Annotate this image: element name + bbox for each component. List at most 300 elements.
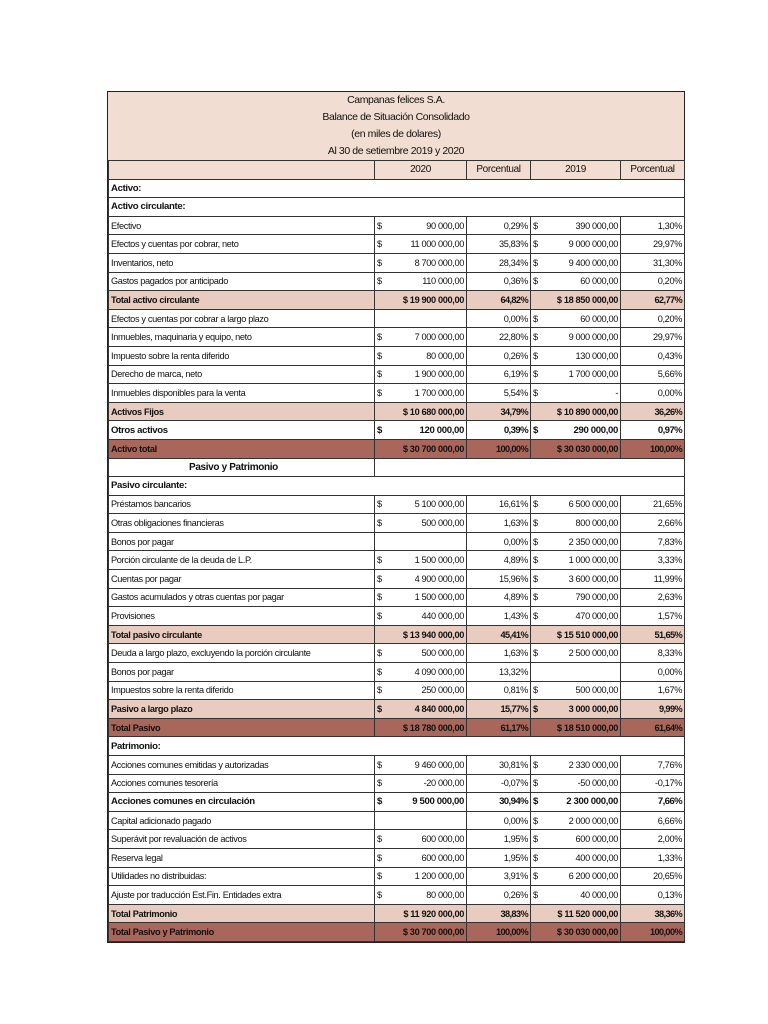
value-2020: 4 090 000,00: [385, 663, 467, 682]
currency-2019: $: [531, 551, 541, 570]
value-2019: $ 11 520 000,00: [541, 904, 621, 923]
percent-2019: 0,20%: [621, 272, 685, 291]
value-2019: 600 000,00: [541, 830, 621, 849]
table-row: [109, 700, 685, 719]
value-2019: 2 330 000,00: [541, 756, 621, 775]
row-label: Porción circulante de la deuda de L.P.: [109, 551, 375, 570]
table-row: [109, 198, 685, 217]
table-row: [109, 625, 685, 644]
currency-2020: $: [375, 514, 385, 533]
row-label: Otros activos: [109, 421, 375, 440]
table-row: [109, 291, 685, 310]
value-2019: 400 000,00: [541, 848, 621, 867]
currency-2020: $: [375, 663, 385, 682]
currency-2020: [375, 532, 385, 551]
empty-cell: [375, 179, 685, 198]
row-label: Total Pasivo y Patrimonio: [109, 923, 375, 942]
currency-2019: $: [531, 830, 541, 849]
value-2019: 60 000,00: [541, 272, 621, 291]
currency-2020: [375, 309, 385, 328]
empty-cell: [375, 198, 685, 217]
percent-2019: 62,77%: [621, 291, 685, 310]
value-2020: 1 700 000,00: [385, 384, 467, 403]
percent-2019: 1,33%: [621, 848, 685, 867]
percent-2020: 0,00%: [467, 811, 531, 830]
balance-table: [108, 160, 685, 942]
value-2019: 60 000,00: [541, 309, 621, 328]
currency-2019: [531, 291, 541, 310]
percent-2019: 0,13%: [621, 886, 685, 905]
percent-2020: 4,89%: [467, 551, 531, 570]
percent-2020: 16,61%: [467, 495, 531, 514]
percent-2019: 11,99%: [621, 570, 685, 589]
value-2019: $ 10 890 000,00: [541, 402, 621, 421]
currency-2019: $: [531, 811, 541, 830]
value-2020: $ 30 700 000,00: [385, 439, 467, 458]
percent-2020: 0,26%: [467, 346, 531, 365]
currency-2020: [375, 291, 385, 310]
currency-2019: [531, 625, 541, 644]
percent-2020: 100,00%: [467, 923, 531, 942]
currency-2020: $: [375, 867, 385, 886]
row-label: Impuesto sobre la renta diferido: [109, 346, 375, 365]
table-row: [109, 216, 685, 235]
row-label: Utilidades no distribuidas:: [109, 867, 375, 886]
percent-2020: 6,19%: [467, 365, 531, 384]
currency-2019: $: [531, 793, 541, 812]
currency-2019: $: [531, 421, 541, 440]
balance-sheet: [107, 91, 685, 943]
row-label: Gastos acumulados y otras cuentas por pagar: [109, 588, 375, 607]
currency-2019: $: [531, 756, 541, 775]
report-date: Al 30 de setiembre 2019 y 2020: [108, 143, 684, 160]
percent-2020: 0,81%: [467, 681, 531, 700]
table-row: [109, 328, 685, 347]
table-row: [109, 867, 685, 886]
table-row: [109, 774, 685, 793]
value-2019: 800 000,00: [541, 514, 621, 533]
percent-2019: 29,97%: [621, 235, 685, 254]
table-row: [109, 179, 685, 198]
percent-2019: 3,33%: [621, 551, 685, 570]
column-header-pct-2020: Porcentual: [467, 161, 531, 180]
table-row: [109, 551, 685, 570]
currency-2020: $: [375, 756, 385, 775]
table-row: [109, 886, 685, 905]
section-label: Activo:: [109, 179, 375, 198]
row-label: Gastos pagados por anticipado: [109, 272, 375, 291]
currency-2019: $: [531, 774, 541, 793]
value-2019: 9 000 000,00: [541, 235, 621, 254]
percent-2019: 100,00%: [621, 923, 685, 942]
percent-2020: 3,91%: [467, 867, 531, 886]
value-2019: 3 000 000,00: [541, 700, 621, 719]
table-row: [109, 607, 685, 626]
currency-2019: [531, 663, 541, 682]
percent-2019: 20,65%: [621, 867, 685, 886]
row-label: Acciones comunes en circulación: [109, 793, 375, 812]
currency-2019: $: [531, 495, 541, 514]
value-2020: 9 460 000,00: [385, 756, 467, 775]
column-header-2019: 2019: [531, 161, 621, 180]
value-2019: 2 000 000,00: [541, 811, 621, 830]
value-2020: $ 18 780 000,00: [385, 718, 467, 737]
percent-2019: 0,00%: [621, 384, 685, 403]
currency-2019: $: [531, 570, 541, 589]
table-row: [109, 421, 685, 440]
percent-2019: 38,36%: [621, 904, 685, 923]
currency-2020: $: [375, 607, 385, 626]
currency-2019: $: [531, 384, 541, 403]
value-2019: 3 600 000,00: [541, 570, 621, 589]
percent-2019: 5,66%: [621, 365, 685, 384]
currency-2019: [531, 439, 541, 458]
currency-2019: $: [531, 365, 541, 384]
currency-2019: [531, 904, 541, 923]
section-label: Pasivo y Patrimonio: [109, 458, 375, 477]
value-2019: 470 000,00: [541, 607, 621, 626]
percent-2019: 100,00%: [621, 439, 685, 458]
value-2019: 9 000 000,00: [541, 328, 621, 347]
value-2020: 80 000,00: [385, 346, 467, 365]
value-2020: 500 000,00: [385, 514, 467, 533]
currency-2020: $: [375, 681, 385, 700]
percent-2019: 21,65%: [621, 495, 685, 514]
percent-2019: 6,66%: [621, 811, 685, 830]
value-2019: $ 15 510 000,00: [541, 625, 621, 644]
currency-2020: [375, 923, 385, 942]
table-row: [109, 737, 685, 756]
value-2019: 6 500 000,00: [541, 495, 621, 514]
percent-2019: 61,64%: [621, 718, 685, 737]
percent-2020: 34,79%: [467, 402, 531, 421]
value-2020: [385, 811, 467, 830]
percent-2020: 4,89%: [467, 588, 531, 607]
row-label: Capital adicionado pagado: [109, 811, 375, 830]
empty-cell: [375, 737, 685, 756]
currency-2019: $: [531, 607, 541, 626]
percent-2020: 38,83%: [467, 904, 531, 923]
value-2020: 250 000,00: [385, 681, 467, 700]
value-2020: 4 840 000,00: [385, 700, 467, 719]
percent-2020: 0,29%: [467, 216, 531, 235]
row-label: Bonos por pagar: [109, 532, 375, 551]
table-row: [109, 253, 685, 272]
table-row: [109, 346, 685, 365]
section-label: Activo circulante:: [109, 198, 375, 217]
currency-2019: $: [531, 235, 541, 254]
percent-2020: 64,82%: [467, 291, 531, 310]
table-row: [109, 384, 685, 403]
value-2019: -: [541, 384, 621, 403]
currency-2019: $: [531, 514, 541, 533]
value-2020: $ 10 680 000,00: [385, 402, 467, 421]
currency-2020: $: [375, 644, 385, 663]
currency-2020: $: [375, 848, 385, 867]
value-2020: $ 11 920 000,00: [385, 904, 467, 923]
column-header-row: [109, 161, 685, 180]
row-label: Inmuebles disponibles para la venta: [109, 384, 375, 403]
row-label: Cuentas por pagar: [109, 570, 375, 589]
percent-2019: 1,57%: [621, 607, 685, 626]
value-2019: $ 30 030 000,00: [541, 439, 621, 458]
currency-2019: $: [531, 681, 541, 700]
currency-2020: $: [375, 495, 385, 514]
table-row: [109, 570, 685, 589]
currency-2019: $: [531, 253, 541, 272]
empty-cell: [375, 477, 685, 496]
value-2020: 1 500 000,00: [385, 588, 467, 607]
row-label: Inventarios, neto: [109, 253, 375, 272]
percent-2019: 7,66%: [621, 793, 685, 812]
table-row: [109, 756, 685, 775]
table-row: [109, 923, 685, 942]
report-title: Balance de Situación Consolidado: [108, 109, 684, 126]
row-label: Deuda a largo plazo, excluyendo la porción circulante: [109, 644, 375, 663]
percent-2019: 7,76%: [621, 756, 685, 775]
table-row: [109, 514, 685, 533]
table-row: [109, 681, 685, 700]
currency-2020: $: [375, 830, 385, 849]
table-row: [109, 458, 685, 477]
value-2020: 5 100 000,00: [385, 495, 467, 514]
currency-2020: $: [375, 253, 385, 272]
percent-2020: 0,00%: [467, 309, 531, 328]
table-row: [109, 793, 685, 812]
percent-2020: 5,54%: [467, 384, 531, 403]
currency-2020: $: [375, 886, 385, 905]
table-row: [109, 663, 685, 682]
currency-2020: [375, 402, 385, 421]
row-label: Total pasivo circulante: [109, 625, 375, 644]
table-row: [109, 532, 685, 551]
table-row: [109, 588, 685, 607]
percent-2020: 30,94%: [467, 793, 531, 812]
percent-2020: 22,80%: [467, 328, 531, 347]
percent-2019: 31,30%: [621, 253, 685, 272]
currency-2019: $: [531, 216, 541, 235]
row-label: Pasivo a largo plazo: [109, 700, 375, 719]
percent-2020: 30,81%: [467, 756, 531, 775]
currency-2020: $: [375, 421, 385, 440]
value-2019: 2 300 000,00: [541, 793, 621, 812]
currency-2020: $: [375, 700, 385, 719]
percent-2019: 29,97%: [621, 328, 685, 347]
value-2019: $ 18 510 000,00: [541, 718, 621, 737]
currency-2020: [375, 439, 385, 458]
percent-2019: 9,99%: [621, 700, 685, 719]
percent-2019: 36,26%: [621, 402, 685, 421]
currency-2019: [531, 923, 541, 942]
table-row: [109, 309, 685, 328]
percent-2020: -0,07%: [467, 774, 531, 793]
table-row: [109, 235, 685, 254]
value-2020: 110 000,00: [385, 272, 467, 291]
currency-2019: $: [531, 272, 541, 291]
value-2020: 80 000,00: [385, 886, 467, 905]
value-2020: $ 19 900 000,00: [385, 291, 467, 310]
value-2019: $ 30 030 000,00: [541, 923, 621, 942]
row-label: Superávit por revaluación de activos: [109, 830, 375, 849]
table-row: [109, 848, 685, 867]
currency-2020: [375, 811, 385, 830]
value-2020: 440 000,00: [385, 607, 467, 626]
row-label: Bonos por pagar: [109, 663, 375, 682]
row-label: Otras obligaciones financieras: [109, 514, 375, 533]
value-2020: 120 000,00: [385, 421, 467, 440]
percent-2020: 1,95%: [467, 848, 531, 867]
percent-2020: 1,95%: [467, 830, 531, 849]
currency-2020: [375, 625, 385, 644]
percent-2020: 0,39%: [467, 421, 531, 440]
value-2020: 4 900 000,00: [385, 570, 467, 589]
percent-2020: 15,77%: [467, 700, 531, 719]
company-name: Campanas felices S.A.: [108, 92, 684, 109]
percent-2019: 2,00%: [621, 830, 685, 849]
table-row: [109, 439, 685, 458]
currency-2019: $: [531, 848, 541, 867]
column-header-pct-2019: Porcentual: [621, 161, 685, 180]
currency-2019: $: [531, 309, 541, 328]
empty-cell: [375, 458, 685, 477]
section-label: Pasivo circulante:: [109, 477, 375, 496]
currency-2019: $: [531, 346, 541, 365]
percent-2019: 2,66%: [621, 514, 685, 533]
value-2019: 1 700 000,00: [541, 365, 621, 384]
value-2020: [385, 532, 467, 551]
value-2020: 9 500 000,00: [385, 793, 467, 812]
percent-2020: 1,43%: [467, 607, 531, 626]
percent-2020: 61,17%: [467, 718, 531, 737]
currency-2019: $: [531, 532, 541, 551]
percent-2019: 0,20%: [621, 309, 685, 328]
percent-2020: 13,32%: [467, 663, 531, 682]
row-label: Impuestos sobre la renta diferido: [109, 681, 375, 700]
value-2020: 600 000,00: [385, 848, 467, 867]
report-units: (en miles de dolares): [108, 126, 684, 143]
value-2019: 390 000,00: [541, 216, 621, 235]
table-row: [109, 644, 685, 663]
currency-2020: $: [375, 235, 385, 254]
percent-2020: 15,96%: [467, 570, 531, 589]
table-row: [109, 811, 685, 830]
row-label: Total activo circulante: [109, 291, 375, 310]
table-row: [109, 904, 685, 923]
currency-2020: $: [375, 365, 385, 384]
currency-2019: $: [531, 886, 541, 905]
column-header-label: [109, 161, 375, 180]
row-label: Inmuebles, maquinaria y equipo, neto: [109, 328, 375, 347]
value-2020: -20 000,00: [385, 774, 467, 793]
percent-2020: 0,26%: [467, 886, 531, 905]
percent-2020: 45,41%: [467, 625, 531, 644]
value-2019: 40 000,00: [541, 886, 621, 905]
value-2019: 6 200 000,00: [541, 867, 621, 886]
value-2020: 1 900 000,00: [385, 365, 467, 384]
value-2019: [541, 663, 621, 682]
value-2020: 1 200 000,00: [385, 867, 467, 886]
percent-2020: 100,00%: [467, 439, 531, 458]
percent-2019: 7,83%: [621, 532, 685, 551]
value-2019: $ 18 850 000,00: [541, 291, 621, 310]
value-2020: 11 000 000,00: [385, 235, 467, 254]
value-2019: 9 400 000,00: [541, 253, 621, 272]
currency-2019: [531, 402, 541, 421]
row-label: Efectivo: [109, 216, 375, 235]
value-2020: 600 000,00: [385, 830, 467, 849]
currency-2020: [375, 718, 385, 737]
value-2019: 2 500 000,00: [541, 644, 621, 663]
value-2019: 790 000,00: [541, 588, 621, 607]
percent-2020: 1,63%: [467, 644, 531, 663]
percent-2020: 28,34%: [467, 253, 531, 272]
currency-2020: $: [375, 774, 385, 793]
currency-2019: $: [531, 700, 541, 719]
section-label: Patrimonio:: [109, 737, 375, 756]
table-row: [109, 830, 685, 849]
currency-2020: $: [375, 346, 385, 365]
currency-2020: $: [375, 216, 385, 235]
value-2020: 500 000,00: [385, 644, 467, 663]
currency-2020: $: [375, 551, 385, 570]
table-row: [109, 365, 685, 384]
currency-2020: $: [375, 328, 385, 347]
row-label: Total Patrimonio: [109, 904, 375, 923]
column-header-2020: 2020: [375, 161, 467, 180]
table-row: [109, 718, 685, 737]
value-2019: 500 000,00: [541, 681, 621, 700]
row-label: Total Pasivo: [109, 718, 375, 737]
value-2020: 1 500 000,00: [385, 551, 467, 570]
value-2020: 7 000 000,00: [385, 328, 467, 347]
row-label: Activos Fijos: [109, 402, 375, 421]
currency-2020: $: [375, 793, 385, 812]
value-2020: $ 13 940 000,00: [385, 625, 467, 644]
value-2019: 1 000 000,00: [541, 551, 621, 570]
table-row: [109, 495, 685, 514]
currency-2019: $: [531, 644, 541, 663]
value-2020: [385, 309, 467, 328]
row-label: Acciones comunes tesorería: [109, 774, 375, 793]
row-label: Reserva legal: [109, 848, 375, 867]
currency-2020: $: [375, 384, 385, 403]
percent-2019: 0,97%: [621, 421, 685, 440]
row-label: Efectos y cuentas por cobrar a largo plazo: [109, 309, 375, 328]
percent-2020: 0,00%: [467, 532, 531, 551]
value-2020: $ 30 700 000,00: [385, 923, 467, 942]
currency-2020: $: [375, 272, 385, 291]
value-2020: 90 000,00: [385, 216, 467, 235]
value-2020: 8 700 000,00: [385, 253, 467, 272]
currency-2020: $: [375, 588, 385, 607]
value-2019: 2 350 000,00: [541, 532, 621, 551]
percent-2019: 51,65%: [621, 625, 685, 644]
row-label: Efectos y cuentas por cobrar, neto: [109, 235, 375, 254]
percent-2020: 0,36%: [467, 272, 531, 291]
row-label: Derecho de marca, neto: [109, 365, 375, 384]
currency-2019: $: [531, 588, 541, 607]
percent-2019: 0,00%: [621, 663, 685, 682]
currency-2020: $: [375, 570, 385, 589]
percent-2019: 8,33%: [621, 644, 685, 663]
table-row: [109, 477, 685, 496]
currency-2019: $: [531, 328, 541, 347]
currency-2019: $: [531, 867, 541, 886]
percent-2019: -0,17%: [621, 774, 685, 793]
percent-2020: 35,83%: [467, 235, 531, 254]
percent-2019: 1,30%: [621, 216, 685, 235]
table-row: [109, 402, 685, 421]
